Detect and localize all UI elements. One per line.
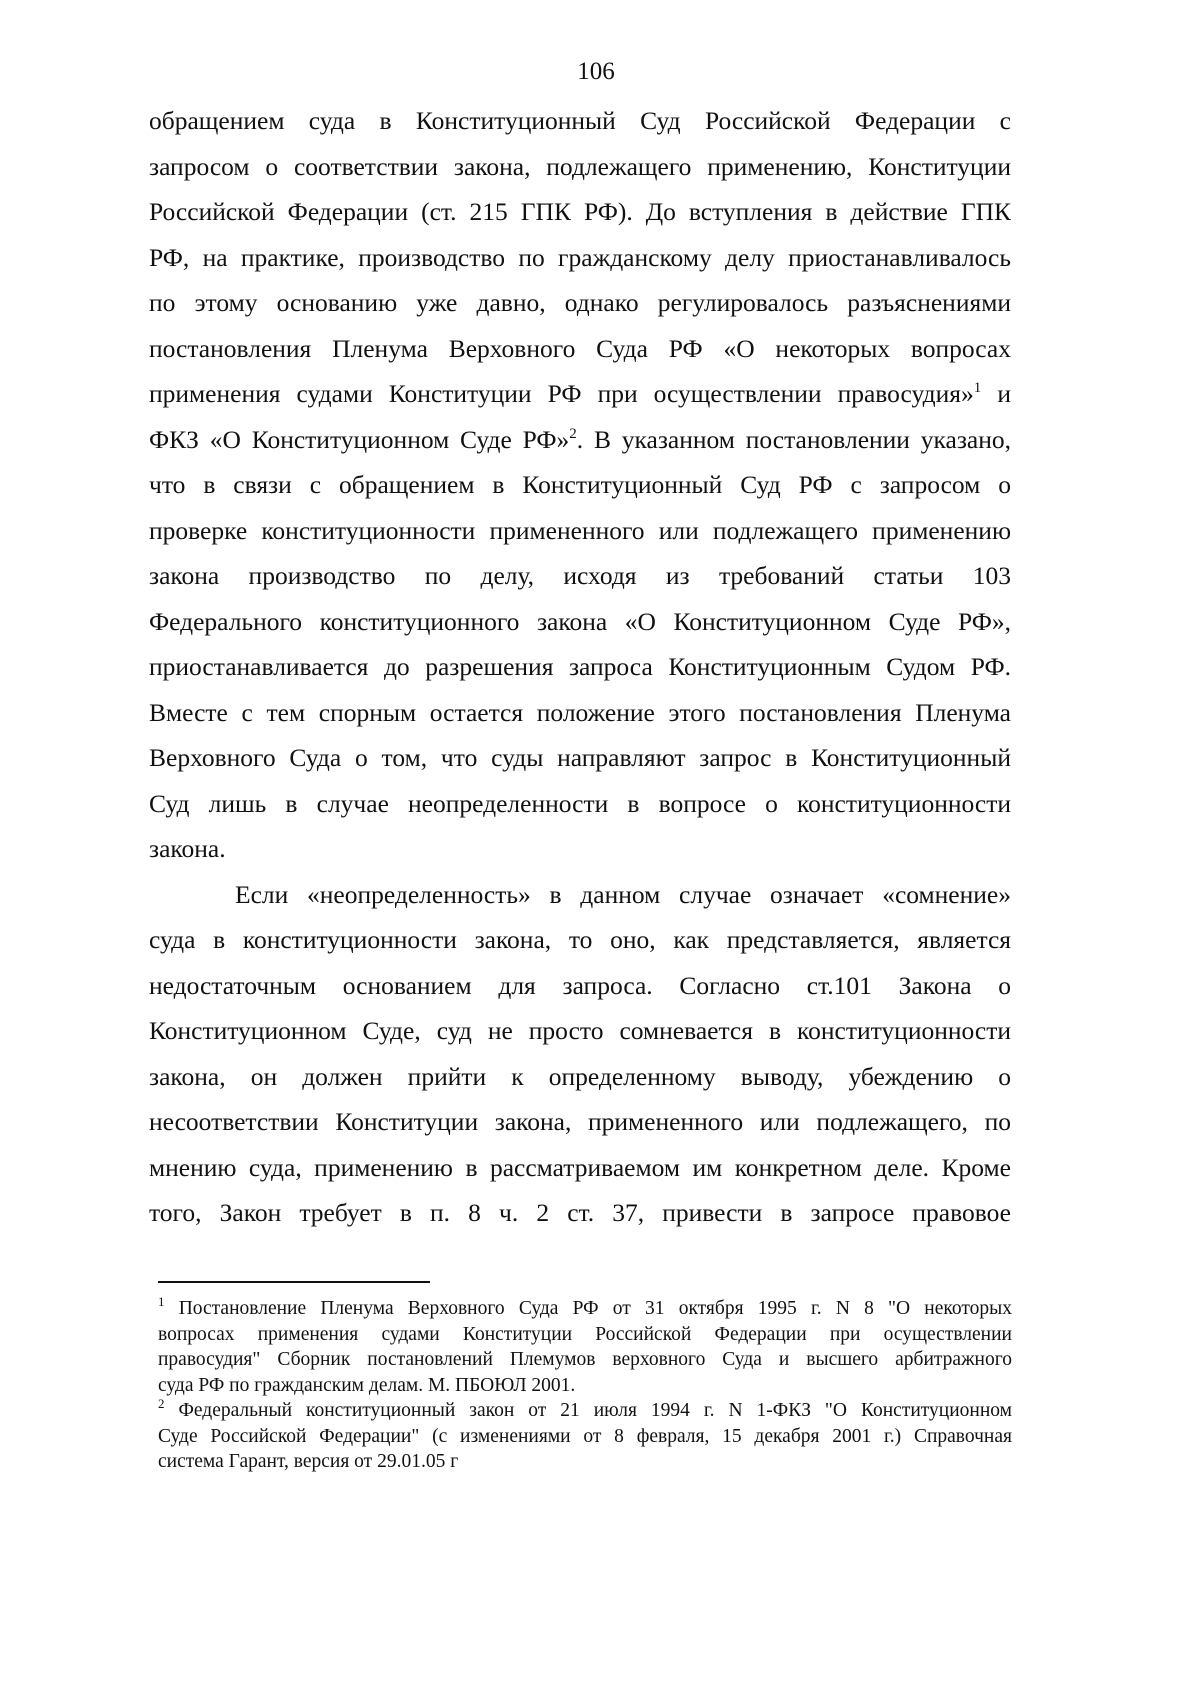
text-line xyxy=(149,417,1011,463)
text-line: РФ, на практике, производство по гражданскому делу приостанавливалось xyxy=(149,242,1011,272)
text-line: приостанавливается до разрешения запроса Конституционным Судом РФ. xyxy=(149,652,1011,681)
footnote-line: система Гарант, версия от 29.01.05 г xyxy=(158,1451,459,1472)
footnote-ref[interactable]: 1 xyxy=(973,380,982,396)
text-line: суда в конституционности закона, то оно, как представляется, является xyxy=(149,925,1011,954)
text-line: несоответствии Конституции закона, примененного или подлежащего, по xyxy=(149,1107,1011,1136)
footnote-line xyxy=(158,1296,1012,1322)
text-line: Федерального конституционного закона «О Конституционном Суде РФ», xyxy=(149,606,1011,636)
text-line: Верховного Суда о том, что суды направляют запрос в Конституционный xyxy=(149,743,1011,772)
footnote-line: правосудия" Сборник постановлений Племумов верховного Суда и высшего арбитражного xyxy=(158,1349,1012,1370)
text-line: Конституционном Суде, суд не просто сомневается в конституционности xyxy=(149,1016,1011,1045)
text-line: что в связи с обращением в Конституционный Суд РФ с запросом о xyxy=(149,470,1011,499)
text-fragment: применения судами Конституции РФ при осуществлении правосудия» xyxy=(149,379,974,408)
text-line: запросом о соответствии закона, подлежащего применению, Конституции xyxy=(149,151,1011,181)
text-line: мнению суда, применению в рассматриваемом им конкретном деле. Кроме xyxy=(149,1152,1011,1182)
text-fragment: Федеральный конституционный закон от 21 июля 1994 г. N 1-ФКЗ "О Конституционном xyxy=(178,1400,1013,1421)
page-number: 106 xyxy=(577,58,615,85)
footnote-ref[interactable]: 2 xyxy=(569,425,577,442)
footnote-separator xyxy=(158,1281,430,1283)
text-line: Российской Федерации (ст. 215 ГПК РФ). До вступления в действие ГПК xyxy=(149,197,1011,226)
text-line: Вместе с тем спорным остается положение этого постановления Пленума xyxy=(149,697,1011,727)
footnote-number: 2 xyxy=(158,1396,165,1411)
footnote-line: вопросах применения судами Конституции Российской Федерации при осуществлении xyxy=(158,1323,1012,1345)
main-text xyxy=(149,98,1011,1236)
text-line: проверке конституционности примененного или подлежащего применению xyxy=(149,515,1011,545)
text-line: Если «неопределенность» в данном случае означает «сомнение» xyxy=(235,879,1011,909)
text-line: постановления Пленума Верховного Суда РФ «О некоторых вопросах xyxy=(149,333,1011,363)
footnote-number: 1 xyxy=(158,1294,165,1309)
text-line: обращением суда в Конституционный Суд Российской Федерации с xyxy=(149,106,1011,135)
footnote-line xyxy=(158,1398,1012,1424)
footnote-line: Суде Российской Федерации" (с изменениями от 8 февраля, 15 декабря 2001 г.) Справочная xyxy=(158,1425,1012,1447)
text-fragment: ФКЗ «О Конституционном Суде РФ» xyxy=(149,424,570,454)
text-line: по этому основанию уже давно, однако регулировалось разъяснениями xyxy=(149,288,1011,317)
text-fragment: и xyxy=(997,379,1011,408)
text-line: закона, он должен прийти к определенному выводу, убеждению о xyxy=(149,1061,1011,1091)
footnotes xyxy=(158,1296,1012,1475)
text-line: закона. xyxy=(149,834,226,863)
text-line: закона производство по делу, исходя из требований статьи 103 xyxy=(149,561,1011,590)
text-fragment: . В указанном постановлении указано, xyxy=(576,424,1011,454)
text-line: недостаточным основанием для запроса. Согласно ст.101 Закона о xyxy=(149,970,1011,1000)
text-line: Суд лишь в случае неопределенности в вопросе о конституционности xyxy=(149,788,1011,818)
text-fragment: Постановление Пленума Верховного Суда РФ от 31 октября 1995 г. N 8 "О некоторых xyxy=(178,1298,1012,1319)
text-line: того, Закон требует в п. 8 ч. 2 ст. 37, привести в запросе правовое xyxy=(149,1198,1011,1227)
text-line xyxy=(149,371,1011,417)
footnote-line: суда РФ по гражданским делам. М. ПБОЮЛ 2001. xyxy=(158,1374,576,1396)
